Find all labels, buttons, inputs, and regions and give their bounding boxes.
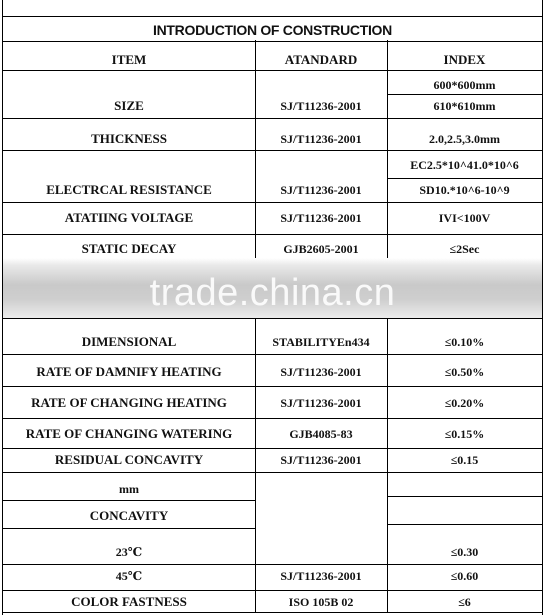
row-divider: [3, 500, 255, 501]
row-divider: [387, 178, 542, 179]
changing-heating-index: ≤0.20%: [444, 396, 485, 410]
thickness-index: 2.0,2.5,3.0mm: [429, 132, 500, 146]
changing-heating-standard: SJ/T11236-2001: [280, 396, 362, 410]
resistance-index-2: SD10.*10^6-10^9: [419, 183, 510, 197]
color-item: COLOR FASTNESS: [71, 594, 187, 609]
resistance-index-1: EC2.5*10^41.0*10^6: [410, 158, 519, 172]
damnify-standard: SJ/T11236-2001: [280, 365, 362, 379]
table-title: INTRODUCTION OF CONSTRUCTION: [3, 16, 542, 42]
row-divider: [3, 386, 542, 387]
residual-item: RESIDUAL CONCAVITY: [54, 452, 204, 467]
row-divider: [3, 354, 542, 355]
resistance-standard: SJ/T11236-2001: [280, 183, 362, 197]
dimensional-standard: STABILITYEn434: [272, 335, 370, 349]
row-divider: [3, 234, 542, 235]
row-divider: [3, 202, 542, 203]
row-divider: [3, 564, 542, 565]
row-divider: [3, 472, 542, 473]
dimensional-index: ≤0.10%: [444, 335, 485, 349]
t45-index: ≤0.60: [450, 569, 479, 583]
color-standard: ISO 105B 02: [288, 595, 354, 609]
changing-heating-item: RATE OF CHANGING HEATING: [31, 395, 227, 410]
row-divider: [3, 70, 542, 71]
changing-watering-item: RATE OF CHANGING WATERING: [25, 426, 233, 441]
decay-index: ≤2Sec: [449, 242, 480, 256]
resistance-item: ELECTRCAL RESISTANCE: [46, 182, 212, 197]
size-index-1: 600*600mm: [433, 78, 496, 92]
size-index-2: 610*610mm: [433, 99, 496, 113]
dimensional-item: DIMENSIONAL: [81, 334, 177, 349]
row-divider: [3, 118, 542, 119]
changing-watering-standard: GJB4085-83: [289, 427, 353, 441]
row-divider: [3, 318, 542, 319]
t45-item: 45℃: [115, 569, 143, 583]
row-divider: [387, 524, 542, 525]
t45-standard: SJ/T11236-2001: [280, 569, 362, 583]
row-divider: [387, 496, 542, 497]
row-divider: [3, 448, 542, 449]
t23-index: ≤0.30: [450, 545, 479, 559]
voltage-standard: SJ/T11236-2001: [280, 211, 362, 225]
thickness-standard: SJ/T11236-2001: [280, 132, 362, 146]
row-divider: [3, 150, 542, 151]
watermark-text: trade.china.cn: [149, 272, 396, 314]
specification-table: [2, 0, 543, 615]
row-divider: [3, 528, 255, 529]
size-standard: SJ/T11236-2001: [280, 99, 362, 113]
thickness-item: THICKNESS: [91, 131, 167, 146]
color-index: ≤6: [458, 595, 471, 609]
header-standard: ATANDARD: [284, 52, 358, 67]
damnify-item: RATE OF DAMNIFY HEATING: [36, 364, 222, 379]
decay-standard: GJB2605-2001: [283, 242, 359, 256]
voltage-item: ATATIING VOLTAGE: [64, 210, 194, 225]
row-divider: [3, 612, 542, 613]
decay-item: STATIC DECAY: [81, 241, 177, 256]
size-item: SIZE: [114, 98, 144, 113]
mm-item: mm: [119, 482, 139, 496]
residual-index: ≤0.15: [450, 453, 479, 467]
residual-standard: SJ/T11236-2001: [280, 453, 362, 467]
voltage-index: IVI<100V: [438, 211, 491, 225]
row-divider: [3, 590, 542, 591]
row-divider: [3, 418, 542, 419]
changing-watering-index: ≤0.15%: [444, 427, 485, 441]
header-item: ITEM: [111, 52, 147, 67]
header-index: INDEX: [443, 52, 486, 67]
damnify-index: ≤0.50%: [444, 365, 485, 379]
concavity-item: CONCAVITY: [89, 508, 169, 523]
t23-item: 23℃: [115, 545, 143, 559]
row-divider: [387, 94, 542, 95]
